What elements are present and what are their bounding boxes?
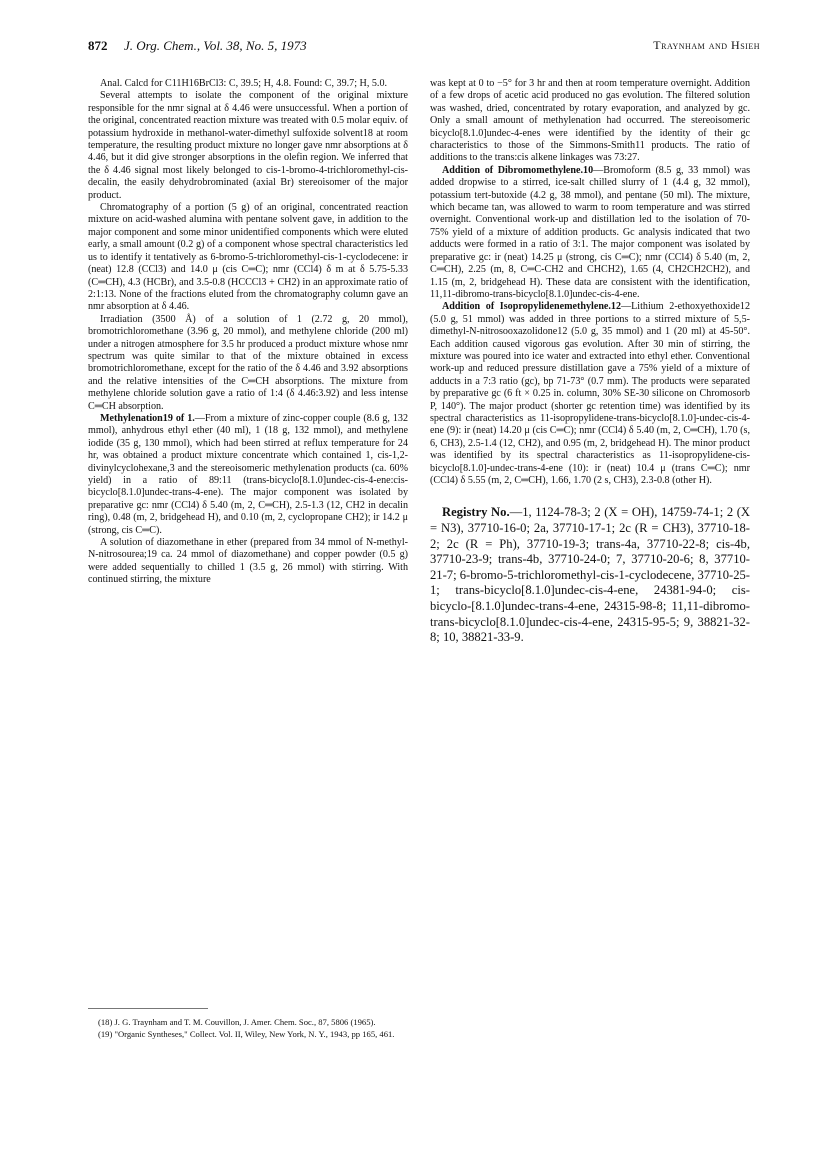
journal-citation: J. Org. Chem., Vol. 38, No. 5, 1973	[124, 38, 307, 53]
registry-numbers	[430, 505, 750, 645]
paragraph-text: —Lithium 2-ethoxyethoxide12 (5.0 g, 51 mmol) was added in three portions to a stirred mixture of 5,5-dimethyl-N-nitrosooxazolidone12 (5.0 g, 35 mmol) and 1 (20 ml) at 45-50°. Each addition caused vigorous gas evolution. After 30 min of stirring, the mixture was poured into ice water and extracted into ethyl ether. Conventional work-up and reduced pressure distillation gave a 75% yield of a mixture of adducts in a 7:3 ratio (gc), bp 71-73° (0.7 mm). The products were separated by preparative gc (6 ft × 0.25 in. column, 30% SE-30 silicone on Chromosorb P, 140°). The major product (shorter gc retention time) was identified by its spectral characteristics as 11-isopropylidene-trans-bicyclo[8.1.0]-undec-cis-4-ene (9): ir (neat) 14.20 μ (cis C═C); nmr (CCl4) δ 5.40 (m, 2, C═CH), 1.70 (s, 6, CH3), 2.5-1.4 (12, CH2), and 0.95 (m, 2, bridgehead H). The minor product was identified by its spectral characteristics as 11-isopropylidene-cis-bicyclo[8.1.0]-undec-trans-4-ene (10): ir (neat) 10.4 μ (trans C═C); nmr (CCl4) δ 5.55 (m, 2, C═CH), 1.66, 1.70 (2 s, CH3), 2.3-0.8 (other H).	[430, 301, 751, 486]
section-run-in-heading: Addition of Isopropylidenemethylene.12	[442, 301, 622, 313]
dibromomethylene-paragraph	[430, 165, 750, 301]
body-paragraph: Irradiation (3500 Å) of a solution of 1 (2.72 g, 20 mmol), bromotrichloromethane (3.96 g, 20 mmol), and methylene chloride (200 ml) under a nitrogen atmosphere for 3.5 hr produced a product mixture whose nmr spectrum was quite similar to that of the mixture obtained in excess bromotrichloromethane, except for the ratio of the δ 4.46 and 3.92 absorptions and the relative intensities of the C═CH absorptions. The mixture from methylene chloride solution gave a ratio of 1:4 (δ 4.46:3.92) and less intense C═CH absorption.	[88, 313, 408, 412]
running-authors: Traynham and Hsieh	[653, 38, 760, 52]
footnote-19: (19) "Organic Syntheses," Collect. Vol. II, Wiley, New York, N. Y., 1943, pp 165, 461.	[98, 1028, 395, 1039]
section-run-in-heading: Methylenation19 of 1.	[100, 412, 195, 424]
body-paragraph-continued: was kept at 0 to −5° for 3 hr and then at room temperature overnight. Addition of a few drops of acetic acid produced no gas evolution. The filtered solution was washed, dried, concentrated by rotary evaporation, and analyzed by gc. Only a small amount of methylenation had occurred. The stereoisomeric bicyclo[8.1.0]undec-4-enes were identified by the identity of their gc characteristics to those of the Simmons-Smith11 products. The ratio of additions to the trans:cis alkene linkages was 73:27.	[430, 78, 750, 164]
paragraph-text: —Bromoform (8.5 g, 33 mmol) was added dropwise to a stirred, ice-salt chilled slurry of 1 (4.4 g, 32 mmol), potassium tert-butoxide (4.2 g, 38 mmol), and pentane (50 ml). The mixture, which became tan, was allowed to warm to room temperature and was stirred overnight. Conventional work-up and distillation led to the isolation of 70-75% yield of a mixture of addition products. Gc analysis indicated that two adducts were formed in a ratio of 3:1. The major component was isolated by preparative gc: ir (neat) 14.25 μ (strong, cis C═C); nmr (CCl4) δ 5.40 (m, 2, C═CH), 2.25 (m, 8, C═C-CH2 and CHCH2), 1.65 (4, CH2CH2CH2), and 1.15 (m, 2, bridgehead H). These data are consistent with the identification, 11,11-dibromo-trans-bicyclo[8.1.0]undec-cis-4-ene.	[430, 164, 750, 300]
body-paragraph: Chromatography of a portion (5 g) of an original, concentrated reaction mixture on acid-washed alumina with pentane solvent gave, in addition to the major component and some minor unidentified components which were eluted early, a small amount (0.2 g) of a component whose spectral characteristics led us to identify it tentatively as 6-bromo-5-trichloromethyl-cis-1-cyclodecene: ir (neat) 12.8 (CCl3) and 14.0 μ (cis C═C); nmr (CCl4) δ m at δ 5.75-5.33 (C═CH), 4.3 (HCBr), and 3.5-0.8 (HCCCl3 + CH2) in an approximate ratio of 2:1:13. None of the fractions eluted from the chromatography column gave an nmr absorption at δ 4.46.	[88, 202, 408, 313]
paragraph-text: —From a mixture of zinc-copper couple (8.6 g, 132 mmol), anhydrous ethyl ether (40 ml), 1 (18 g, 132 mmol), and methylene iodide (35 g, 130 mmol), which had been stirred at reflux temperature for 24 hr, was obtained a product mixture concentrate which contained 1, cis-1,2-divinylcyclohexane,3 and the stereoisomeric methylenation products (ca. 60% yield) in a ratio of 89:11 (trans-bicyclo[8.1.0]undec-cis-4-ene:cis-bicyclo[8.1.0]undec-trans-4-ene). The major component was isolated by preparative gc: nmr (CCl4) δ 5.40 (m, 2, C═CH), 2.5-1.3 (12, CH2 in decalin ring), 0.48 (m, 2, bridgehead H), and 0.10 (m, 2, cyclopropane CH2); ir 14.2 μ (strong, cis C═C).	[88, 412, 409, 536]
footnote-18: (18) J. G. Traynham and T. M. Couvillon, J. Amer. Chem. Soc., 87, 5806 (1965).	[98, 1017, 376, 1027]
right-column	[430, 78, 750, 646]
isopropylidene-paragraph	[430, 301, 750, 487]
body-paragraph: A solution of diazomethane in ether (prepared from 34 mmol of N-methyl-N-nitrosourea;19 ca. 24 mmol of diazomethane) and copper powder (0.5 g) were added sequentially to chilled 1 (3.5 g, 26 mmol) with stirring. With continued stirring, the mixture	[88, 537, 408, 586]
footnote-divider	[88, 1008, 208, 1009]
analysis-paragraph: Anal. Calcd for C11H16BrCl3: C, 39.5; H, 4.8. Found: C, 39.7; H, 5.0.	[100, 78, 388, 89]
methylenation-paragraph	[88, 413, 408, 537]
footnotes	[88, 1008, 408, 1040]
registry-text: —1, 1124-78-3; 2 (X = OH), 14759-74-1; 2 (X = N3), 37710-16-0; 2a, 37710-17-1; 2c (R = CH3), 37710-18-2; 2c (R = Ph), 37710-19-3; trans-4a, 37710-22-8; cis-4b, 37710-23-9; trans-4b, 37710-24-0; 7, 37710-20-6; 8, 37710-21-7; 6-bromo-5-trichloromethyl-cis-1-cyclodecene, 37710-25-1; trans-bicyclo[8.1.0]undec-cis-4-ene, 24381-94-0; cis-bicyclo-[8.1.0]undec-trans-4-ene, 24315-98-8; 11,11-dibromo-trans-bicyclo[8.1.0]undec-cis-4-ene, 24315-95-5; 9, 38821-32-8; 10, 38821-33-9.	[430, 505, 750, 645]
body-paragraph: Several attempts to isolate the component of the original mixture responsible for the nmr signal at δ 4.46 were unsuccessful. When a portion of the original, concentrated reaction mixture was treated with 0.5 molar equiv. of potassium hydroxide in methanol-water-dimethyl sulfoxide solvent18 at room temperature, the resulting product mixture no longer gave nmr absorptions at δ 4.46, but it did give stronger absorptions in the olefin region. We inferred that the δ 4.46 signal most likely belonged to cis-1-bromo-4-trichloromethyl-cis-decalin, the easily dehydrobrominated (axial Br) stereoisomer of the major product.	[88, 90, 408, 201]
running-header	[88, 38, 760, 58]
registry-heading: Registry No.	[442, 505, 510, 520]
page-number: 872	[88, 38, 108, 53]
section-run-in-heading: Addition of Dibromomethylene.10	[442, 164, 594, 176]
left-column	[88, 78, 408, 587]
